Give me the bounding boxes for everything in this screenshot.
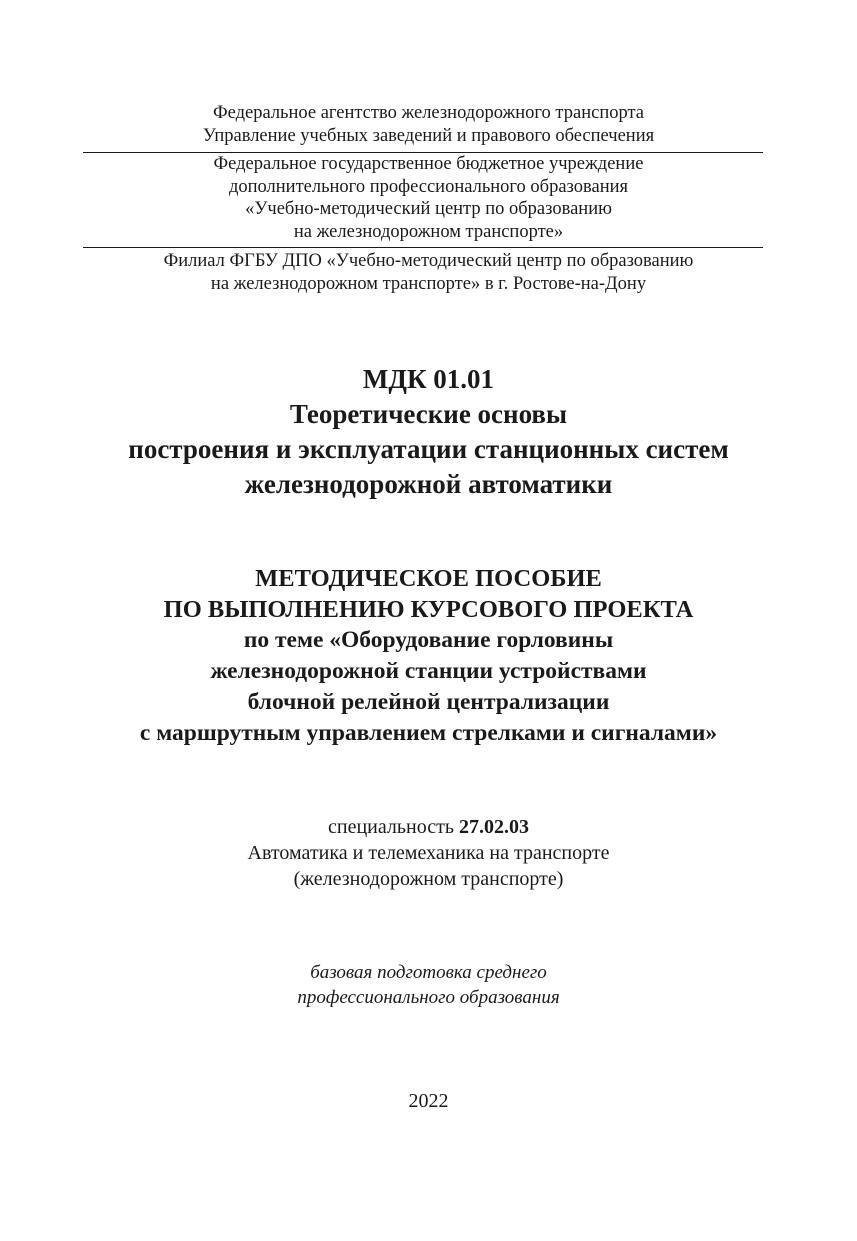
- education-level-line-2: профессионального образования: [297, 987, 560, 1008]
- manual-type-line-1: МЕТОДИЧЕСКОЕ ПОСОБИЕ: [255, 565, 602, 592]
- course-block: [0, 362, 857, 502]
- manual-topic-line-3: блочной релейной централизации: [247, 689, 610, 715]
- branch-block: [0, 250, 857, 295]
- specialty-block: [0, 814, 857, 892]
- agency-block: [0, 102, 857, 147]
- specialty-code: 27.02.03: [458, 816, 529, 838]
- institution-line-3: «Учебно-методический центр по образованию: [245, 199, 612, 219]
- course-title-line-2: построения и эксплуатации станционных систем: [128, 434, 729, 464]
- specialty-label: специальность: [328, 816, 459, 838]
- institution-line-1: Федеральное государственное бюджетное учреждение: [213, 154, 644, 174]
- manual-block: [0, 563, 857, 749]
- agency-line-1: Федеральное агентство железнодорожного транспорта: [212, 103, 644, 123]
- course-title-line-1: Теоретические основы: [289, 399, 568, 429]
- branch-line-2: на железнодорожном транспорте» в г. Ростове-на-Дону: [210, 273, 647, 294]
- course-code: МДК 01.01: [362, 364, 495, 394]
- course-title-line-3: железнодорожной автоматики: [244, 469, 613, 499]
- education-level-line-1: базовая подготовка среднего: [310, 962, 547, 983]
- manual-topic-line-4: с маршрутным управлением стрелками и сигналами»: [139, 720, 718, 746]
- specialty-line: [0, 814, 857, 840]
- divider-bottom: [83, 247, 763, 248]
- specialty-name-line-2: (железнодорожном транспорте): [293, 868, 564, 890]
- education-level-block: [0, 960, 857, 1010]
- manual-type-line-2: ПО ВЫПОЛНЕНИЮ КУРСОВОГО ПРОЕКТА: [163, 596, 694, 623]
- manual-topic-line-2: железнодорожной станции устройствами: [210, 658, 647, 684]
- specialty-name-line-1: Автоматика и телемеханика на транспорте: [247, 842, 610, 864]
- agency-line-2: Управление учебных заведений и правового обеспечения: [202, 125, 655, 146]
- institution-block: [0, 153, 857, 243]
- manual-topic-line-1: по теме «Оборудование горловины: [243, 627, 614, 653]
- institution-line-4: на железнодорожном транспорте»: [293, 221, 564, 242]
- institution-line-2: дополнительного профессионального образования: [228, 176, 629, 197]
- publication-year: 2022: [408, 1090, 449, 1112]
- branch-line-1: Филиал ФГБУ ДПО «Учебно-методический центр по образованию: [163, 251, 694, 271]
